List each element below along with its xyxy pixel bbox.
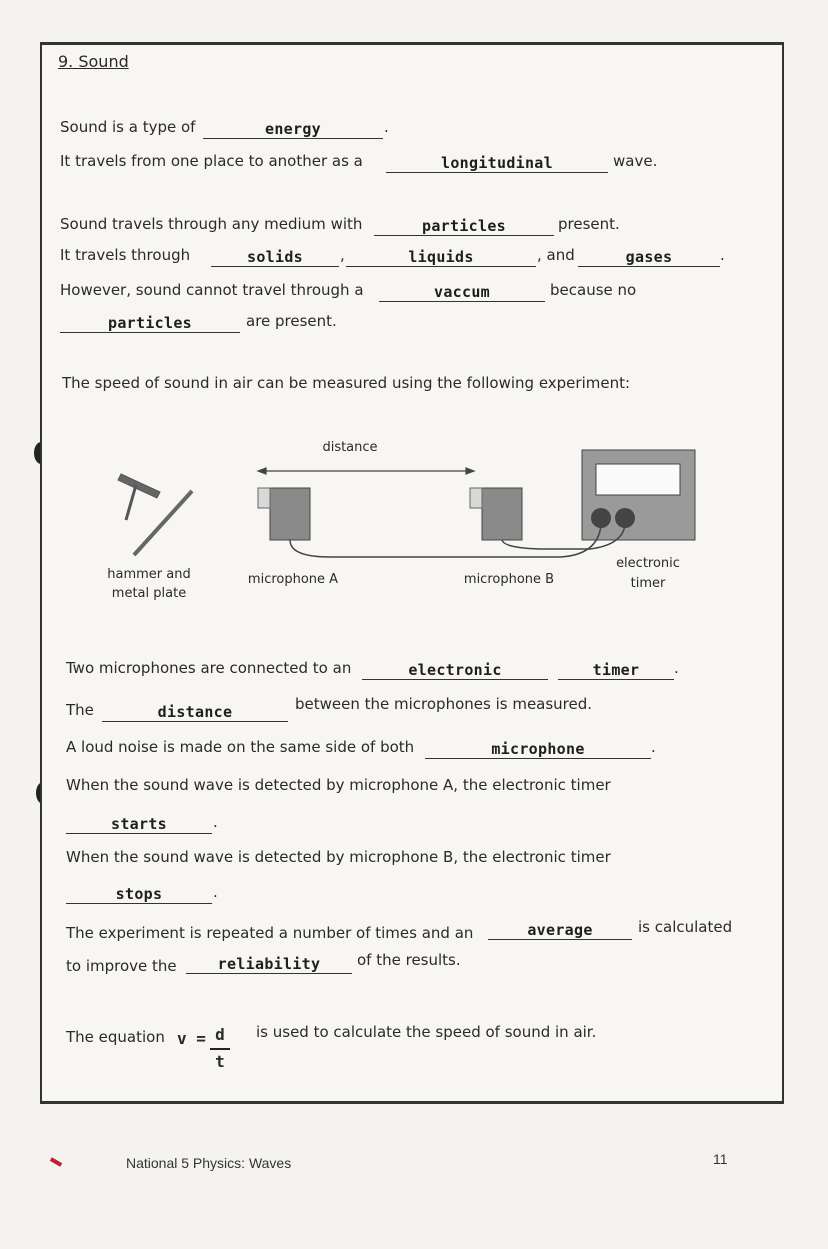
- medium-s2-pre: It travels through: [60, 246, 191, 264]
- metal-plate: [134, 491, 192, 555]
- answer-average: average: [488, 921, 632, 940]
- equation-denominator: t: [215, 1052, 225, 1071]
- medium-s2-sep2: , and: [537, 246, 575, 264]
- equation-pre: The equation: [66, 1028, 165, 1046]
- medium-s1-post: present.: [558, 215, 620, 233]
- medium-s3-pre: However, sound cannot travel through a: [60, 281, 364, 299]
- method-m7-post: of the results.: [357, 951, 461, 969]
- method-m2-pre: The: [66, 701, 94, 719]
- method-m7-pre: to improve the: [66, 957, 177, 975]
- answer-microphone: microphone: [425, 740, 651, 759]
- medium-s2-sep1: ,: [340, 246, 345, 264]
- answer-starts: starts: [66, 815, 212, 834]
- timer-icon: [582, 450, 695, 540]
- method-m1-post: .: [674, 659, 679, 677]
- microphone-b-label: microphone B: [463, 572, 555, 587]
- answer-particles-1: particles: [374, 217, 554, 236]
- medium-s1-pre: Sound travels through any medium with: [60, 215, 363, 233]
- wires: [290, 525, 625, 557]
- microphone-b-icon: [470, 488, 522, 540]
- hammer-icon: [118, 474, 160, 520]
- answer-stops: stops: [66, 885, 212, 904]
- answer-vaccum: vaccum: [379, 283, 545, 302]
- answer-longitudinal: longitudinal: [386, 154, 608, 173]
- timer-label-1: electronic: [616, 556, 680, 571]
- microphone-a-label: microphone A: [247, 572, 339, 587]
- red-mark-icon: [50, 1157, 62, 1166]
- intro-s2-pre: It travels from one place to another as a: [60, 152, 363, 170]
- method-m2-post: between the microphones is measured.: [295, 695, 593, 713]
- method-m3-pre: A loud noise is made on the same side of both: [66, 738, 415, 756]
- footer-page-number: 11: [713, 1151, 728, 1167]
- answer-electronic: electronic: [362, 661, 548, 680]
- method-m6-pre: The experiment is repeated a number of times and an: [66, 924, 474, 942]
- distance-label: distance: [322, 440, 378, 455]
- medium-s3-post: because no: [550, 281, 637, 299]
- answer-timer: timer: [558, 661, 674, 680]
- footer-book-title: National 5 Physics: Waves: [126, 1155, 292, 1171]
- hammer-label-2: metal plate: [111, 586, 187, 601]
- equation-lhs: v =: [177, 1029, 206, 1048]
- equation-post: is used to calculate the speed of sound in air.: [256, 1023, 597, 1041]
- medium-s2-post: .: [720, 246, 725, 264]
- hammer-label-1: hammer and: [107, 567, 191, 582]
- method-m1-pre: Two microphones are connected to an: [66, 659, 352, 677]
- medium-s4-post: are present.: [246, 312, 337, 330]
- answer-gases: gases: [578, 248, 720, 267]
- equation-numerator: d: [215, 1025, 225, 1044]
- method-m4-post: .: [213, 813, 218, 831]
- intro-s1-post: .: [384, 118, 389, 136]
- method-m3-post: .: [651, 738, 656, 756]
- intro-s2-post: wave.: [613, 152, 658, 170]
- method-m5-post: .: [213, 883, 218, 901]
- fraction-bar: [210, 1048, 230, 1050]
- section-title: 9. Sound: [58, 52, 129, 71]
- method-m5-pre: When the sound wave is detected by microphone B, the electronic timer: [66, 848, 611, 866]
- answer-reliability: reliability: [186, 955, 352, 974]
- method-m4-pre: When the sound wave is detected by microphone A, the electronic timer: [66, 776, 611, 794]
- intro-s1-pre: Sound is a type of: [60, 118, 196, 136]
- answer-solids: solids: [211, 248, 339, 267]
- answer-distance: distance: [102, 703, 288, 722]
- method-m6-post: is calculated: [638, 918, 733, 936]
- answer-particles-2: particles: [60, 314, 240, 333]
- microphone-a-icon: [258, 488, 310, 540]
- answer-energy: energy: [203, 120, 383, 139]
- timer-label-2: timer: [630, 576, 666, 591]
- answer-liquids: liquids: [346, 248, 536, 267]
- experiment-intro: The speed of sound in air can be measured using the following experiment:: [62, 374, 631, 392]
- distance-arrow: [258, 468, 474, 474]
